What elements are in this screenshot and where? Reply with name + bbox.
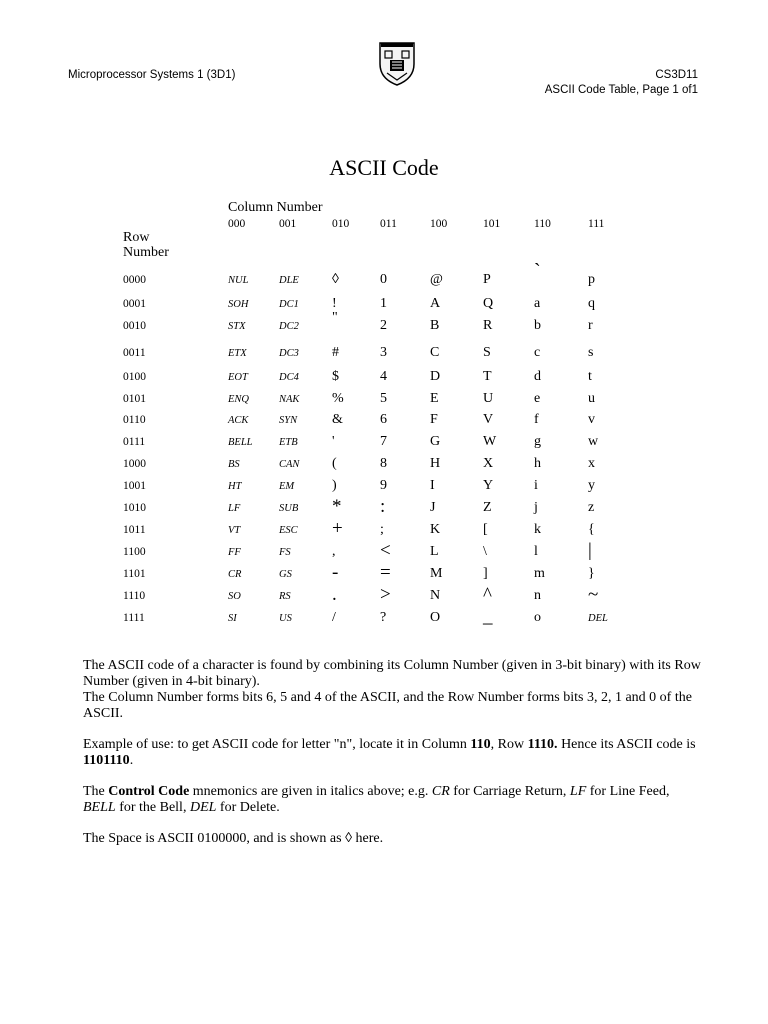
character-cell: e xyxy=(534,391,541,406)
note-text: The Column Number forms bits 6, 5 and 4 of the ASCII, and the Row Number forms bits 3, 2, 1 and 0 of the ASCII. xyxy=(83,690,692,721)
character-cell: Z xyxy=(483,500,492,515)
column-header: 000 xyxy=(228,218,246,230)
character-cell: . xyxy=(332,584,337,605)
control-code-cell: FS xyxy=(279,547,291,558)
character-cell: O xyxy=(430,610,441,625)
header-course-title: Microprocessor Systems 1 (3D1) xyxy=(68,69,236,81)
row-label: 1100 xyxy=(123,546,146,558)
character-cell: h xyxy=(534,456,541,471)
column-header: 111 xyxy=(588,218,605,230)
character-cell: = xyxy=(380,562,391,583)
character-cell: ◊ xyxy=(332,272,339,287)
character-cell: T xyxy=(483,369,492,384)
character-cell: Y xyxy=(483,478,494,493)
character-cell: ' xyxy=(332,434,335,449)
character-cell: % xyxy=(332,391,344,406)
character-cell: | xyxy=(588,540,592,561)
character-cell: # xyxy=(332,345,339,360)
character-cell: ; xyxy=(380,522,384,537)
row-label: 0101 xyxy=(123,393,146,405)
character-cell: v xyxy=(588,412,595,427)
note-paragraph-binary xyxy=(83,658,703,722)
header-course-code: CS3D11 xyxy=(655,69,698,81)
row-label: 0110 xyxy=(123,414,146,426)
university-crest-icon xyxy=(378,40,416,86)
character-cell: s xyxy=(588,345,594,360)
note-bold-column: 110 xyxy=(470,737,491,752)
character-cell: @ xyxy=(430,272,443,287)
character-cell: H xyxy=(430,456,441,471)
control-code-cell: ENQ xyxy=(228,394,249,405)
control-code-cell: DC3 xyxy=(279,348,299,359)
note-paragraph-control-codes xyxy=(83,784,703,816)
character-cell: R xyxy=(483,318,493,333)
character-cell: G xyxy=(430,434,441,449)
header-page-info: ASCII Code Table, Page 1 of1 xyxy=(544,84,698,96)
row-label: 1101 xyxy=(123,568,146,580)
note-italic-bell: BELL xyxy=(83,800,116,815)
character-cell: " xyxy=(332,310,338,325)
note-text: for Carriage Return, xyxy=(449,784,570,799)
character-cell: J xyxy=(430,500,436,515)
character-cell: j xyxy=(534,500,538,515)
control-code-cell: SI xyxy=(228,613,237,624)
control-code-cell: ESC xyxy=(279,525,298,536)
control-code-cell: SUB xyxy=(279,503,299,514)
character-cell: & xyxy=(332,412,343,427)
row-label: 1111 xyxy=(123,612,145,624)
control-code-cell: CAN xyxy=(279,459,300,470)
control-code-cell: US xyxy=(279,613,292,624)
control-code-cell: DEL xyxy=(588,613,608,624)
character-cell: $ xyxy=(332,369,339,384)
character-cell: q xyxy=(588,296,595,311)
note-text: mnemonics are given in italics above; e.g. xyxy=(189,784,432,799)
character-cell: [ xyxy=(483,522,488,537)
control-code-cell: ETB xyxy=(279,437,298,448)
character-cell: a xyxy=(534,296,541,311)
character-cell: w xyxy=(588,434,599,449)
column-header: 011 xyxy=(380,218,397,230)
control-code-cell: HT xyxy=(228,481,242,492)
control-code-cell: VT xyxy=(228,525,241,536)
character-cell: 9 xyxy=(380,478,387,493)
character-cell: d xyxy=(534,369,541,384)
character-cell: A xyxy=(430,296,441,311)
row-label: 1010 xyxy=(123,502,146,514)
character-cell: L xyxy=(430,544,439,559)
character-cell: o xyxy=(534,610,541,625)
character-cell: X xyxy=(483,456,494,471)
character-cell: } xyxy=(588,566,595,581)
explanatory-notes xyxy=(83,658,703,862)
row-label: 1000 xyxy=(123,458,146,470)
character-cell: k xyxy=(534,522,541,537)
character-cell: g xyxy=(534,434,541,449)
control-code-cell: NAK xyxy=(279,394,300,405)
control-code-cell: GS xyxy=(279,569,292,580)
character-cell: C xyxy=(430,345,440,360)
character-cell: 4 xyxy=(380,369,387,384)
character-cell: + xyxy=(332,518,343,539)
row-label: 0000 xyxy=(123,274,146,286)
note-text: The ASCII code of a character is found by combining its Column Number (given in 3-bit binary) with its Row Number (given in 4-bit binary). xyxy=(83,658,701,689)
note-bold-control-code: Control Code xyxy=(108,784,190,799)
note-text: Example of use: to get ASCII code for letter "n", locate it in Column xyxy=(83,737,471,752)
character-cell: B xyxy=(430,318,440,333)
control-code-cell: SYN xyxy=(279,415,298,426)
character-cell: D xyxy=(430,369,441,384)
character-cell: ) xyxy=(332,478,337,493)
character-cell: _ xyxy=(483,606,493,627)
character-cell: r xyxy=(588,318,593,333)
control-code-cell: NUL xyxy=(228,275,249,286)
control-code-cell: EOT xyxy=(228,372,248,383)
character-cell: f xyxy=(534,412,539,427)
character-cell: V xyxy=(483,412,494,427)
column-header: 001 xyxy=(279,218,297,230)
character-cell: > xyxy=(380,584,391,605)
control-code-cell: LF xyxy=(228,503,241,514)
character-cell: { xyxy=(588,522,595,537)
character-cell: n xyxy=(534,588,541,603)
control-code-cell: DC2 xyxy=(279,321,299,332)
row-label: 0100 xyxy=(123,371,146,383)
character-cell: K xyxy=(430,522,441,537)
note-text: The xyxy=(83,784,109,799)
character-cell: M xyxy=(430,566,443,581)
character-cell: ( xyxy=(332,456,337,471)
row-label: 0111 xyxy=(123,436,146,448)
character-cell: Q xyxy=(483,296,494,311)
control-code-cell: RS xyxy=(279,591,291,602)
character-cell: : xyxy=(380,496,386,517)
note-bold-code: 1101110 xyxy=(83,753,130,768)
row-label: 0011 xyxy=(123,347,146,359)
character-cell: / xyxy=(332,610,336,625)
note-text: . xyxy=(129,753,134,768)
character-cell: I xyxy=(430,478,435,493)
column-header: 110 xyxy=(534,218,551,230)
character-cell: \ xyxy=(483,544,487,559)
note-bold-row: 1110. xyxy=(527,737,558,752)
note-text: for the Bell, xyxy=(115,800,190,815)
character-cell: y xyxy=(588,478,595,493)
row-label: 1001 xyxy=(123,480,146,492)
character-cell: b xyxy=(534,318,541,333)
character-cell: - xyxy=(332,562,339,583)
note-italic-del: DEL xyxy=(189,800,217,815)
control-code-cell: BS xyxy=(228,459,240,470)
character-cell: 1 xyxy=(380,296,387,311)
character-cell: , xyxy=(332,544,336,559)
note-text: , Row xyxy=(490,737,528,752)
character-cell: U xyxy=(483,391,494,406)
column-header: 010 xyxy=(332,218,350,230)
character-cell: N xyxy=(430,588,441,603)
character-cell: P xyxy=(483,272,491,287)
character-cell: u xyxy=(588,391,595,406)
character-cell: z xyxy=(588,500,595,515)
character-cell: 7 xyxy=(380,434,387,449)
control-code-cell: FF xyxy=(228,547,241,558)
note-paragraph-example xyxy=(83,737,703,769)
note-text: for Line Feed, xyxy=(586,784,670,799)
control-code-cell: STX xyxy=(228,321,246,332)
character-cell: t xyxy=(588,369,592,384)
character-cell: < xyxy=(380,540,391,561)
character-cell: m xyxy=(534,566,545,581)
control-code-cell: ETX xyxy=(228,348,247,359)
character-cell: i xyxy=(534,478,538,493)
character-cell: 2 xyxy=(380,318,387,333)
page-title: ASCII Code xyxy=(329,155,439,180)
control-code-cell: SO xyxy=(228,591,241,602)
column-header: 100 xyxy=(430,218,448,230)
row-label: 0010 xyxy=(123,320,146,332)
note-italic-cr: CR xyxy=(431,784,450,799)
character-cell: F xyxy=(430,412,438,427)
character-cell: * xyxy=(332,496,342,517)
character-cell: ~ xyxy=(588,584,599,605)
character-cell: S xyxy=(483,345,491,360)
column-number-label: Column Number xyxy=(228,200,323,215)
character-cell: E xyxy=(430,391,439,406)
character-cell: 5 xyxy=(380,391,387,406)
character-cell: x xyxy=(588,456,595,471)
note-text: Hence its ASCII code is xyxy=(557,737,696,752)
character-cell: ^ xyxy=(483,584,492,605)
note-text: for Delete. xyxy=(216,800,280,815)
note-italic-lf: LF xyxy=(569,784,587,799)
character-cell: 6 xyxy=(380,412,387,427)
control-code-cell: DC4 xyxy=(279,372,299,383)
character-cell: ] xyxy=(483,566,488,581)
control-code-cell: EM xyxy=(279,481,295,492)
control-code-cell: ACK xyxy=(228,415,249,426)
row-number-label: Row Number xyxy=(123,230,169,260)
character-cell: l xyxy=(534,544,538,559)
control-code-cell: DC1 xyxy=(279,299,299,310)
character-cell: 0 xyxy=(380,272,387,287)
row-label: 0001 xyxy=(123,298,146,310)
character-cell: ? xyxy=(380,610,387,625)
character-cell: 3 xyxy=(380,345,387,360)
control-code-cell: CR xyxy=(228,569,242,580)
character-cell: 8 xyxy=(380,456,387,471)
control-code-cell: BELL xyxy=(228,437,253,448)
row-label: 1110 xyxy=(123,590,146,602)
control-code-cell: DLE xyxy=(279,275,299,286)
character-cell: p xyxy=(588,272,595,287)
character-cell: ` xyxy=(534,260,541,282)
note-paragraph-space xyxy=(83,831,703,847)
character-cell: W xyxy=(483,434,497,449)
character-cell: ! xyxy=(332,296,337,311)
note-text: The Space is ASCII 0100000, and is shown as ◊ here. xyxy=(83,831,384,846)
character-cell: c xyxy=(534,345,541,360)
row-label: 1011 xyxy=(123,524,146,536)
control-code-cell: SOH xyxy=(228,299,249,310)
column-header: 101 xyxy=(483,218,501,230)
